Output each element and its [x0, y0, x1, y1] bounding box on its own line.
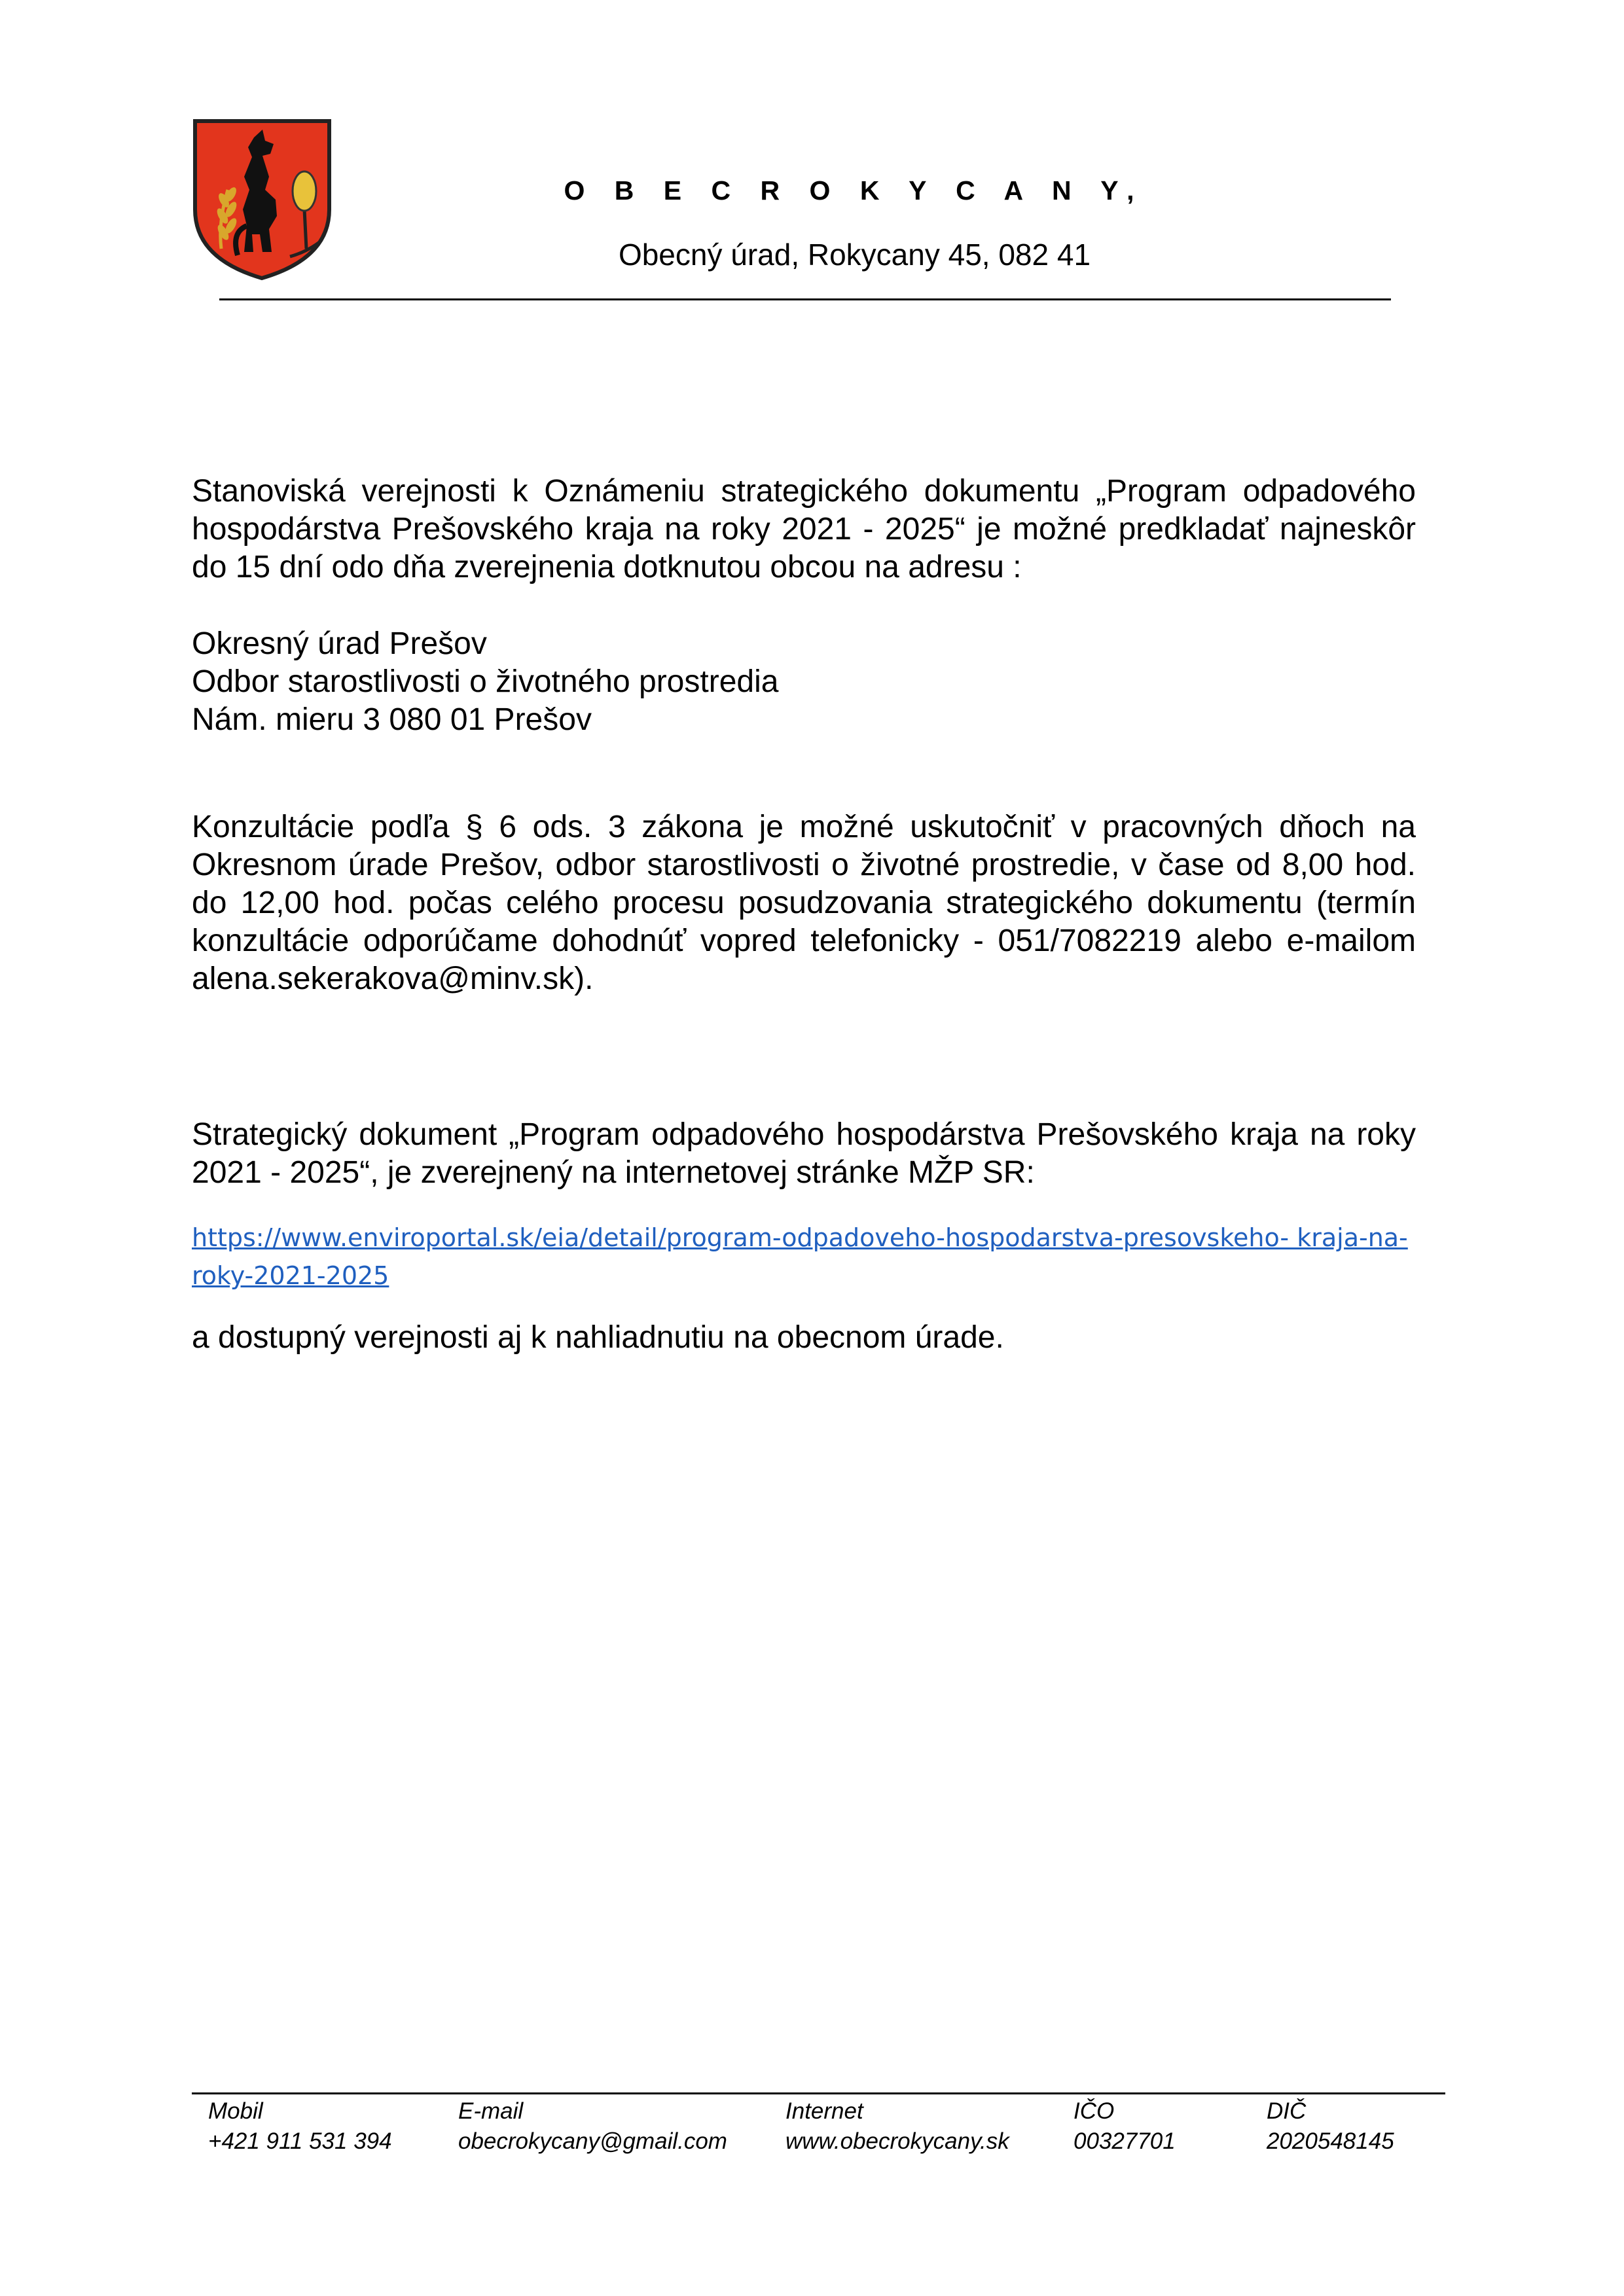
- footer-value: 2020548145: [1267, 2128, 1394, 2154]
- footer-value: obecrokycany@gmail.com: [458, 2128, 727, 2154]
- paragraph-document-published: Strategický dokument „Program odpadového hospodárstva Prešovského kraja na roky 2021 - 2025“, je zverejnený na internetovej stránke MŽP SR:: [192, 1117, 1416, 1190]
- organization-address: Obecný úrad, Rokycany 45, 082 41: [618, 238, 1091, 272]
- footer-internet: [785, 2096, 1009, 2157]
- address-line: Okresný úrad Prešov: [192, 626, 487, 661]
- footer-label: Mobil: [208, 2098, 263, 2124]
- header-divider: [219, 298, 1391, 300]
- footer-label: DIČ: [1267, 2098, 1307, 2124]
- address-line: Odbor starostlivosti o životného prostredia: [192, 664, 779, 699]
- footer-mobile: [208, 2096, 392, 2157]
- footer-email: [458, 2096, 727, 2157]
- footer-value: www.obecrokycany.sk: [785, 2128, 1009, 2154]
- address-line: Nám. mieru 3 080 01 Prešov: [192, 702, 592, 737]
- recipient-address: [192, 625, 778, 739]
- organization-name: O B E C R O K Y C A N Y,: [564, 175, 1146, 206]
- footer-label: Internet: [785, 2098, 863, 2124]
- footer-value: 00327701: [1074, 2128, 1176, 2154]
- footer-label: IČO: [1074, 2098, 1115, 2124]
- footer-divider: [192, 2092, 1445, 2094]
- footer-ico: [1074, 2096, 1176, 2157]
- enviroportal-link[interactable]: https://www.enviroportal.sk/eia/detail/program-odpadoveho-hospodarstva-presovskeho- kraja-na-roky-2021-2025: [192, 1223, 1408, 1290]
- footer-value: +421 911 531 394: [208, 2128, 392, 2154]
- paragraph-consultations: Konzultácie podľa § 6 ods. 3 zákona je možné uskutočniť v pracovných dňoch na Okresnom úrade Prešov, odbor starostlivosti o životné prostredie, v čase od 8,00 hod. do 12,00 hod. počas celého procesu posudzovania strategického dokumentu (termín konzultácie odporúčame dohodnúť vopred telefonicky - 051/7082219 alebo e-mailom alena.sekerakova@minv.sk).: [192, 810, 1416, 996]
- footer-dic: [1267, 2096, 1394, 2157]
- paragraph-public-opinion: Stanoviská verejnosti k Oznámeniu strategického dokumentu „Program odpadového hospodárstva Prešovského kraja na roky 2021 - 2025“ je možné predkladať najneskôr do 15 dní odo dňa zverejnenia dotknutou obcou na adresu :: [192, 474, 1416, 584]
- paragraph-availability: a dostupný verejnosti aj k nahliadnutiu na obecnom úrade.: [192, 1320, 1004, 1355]
- footer-label: E-mail: [458, 2098, 524, 2124]
